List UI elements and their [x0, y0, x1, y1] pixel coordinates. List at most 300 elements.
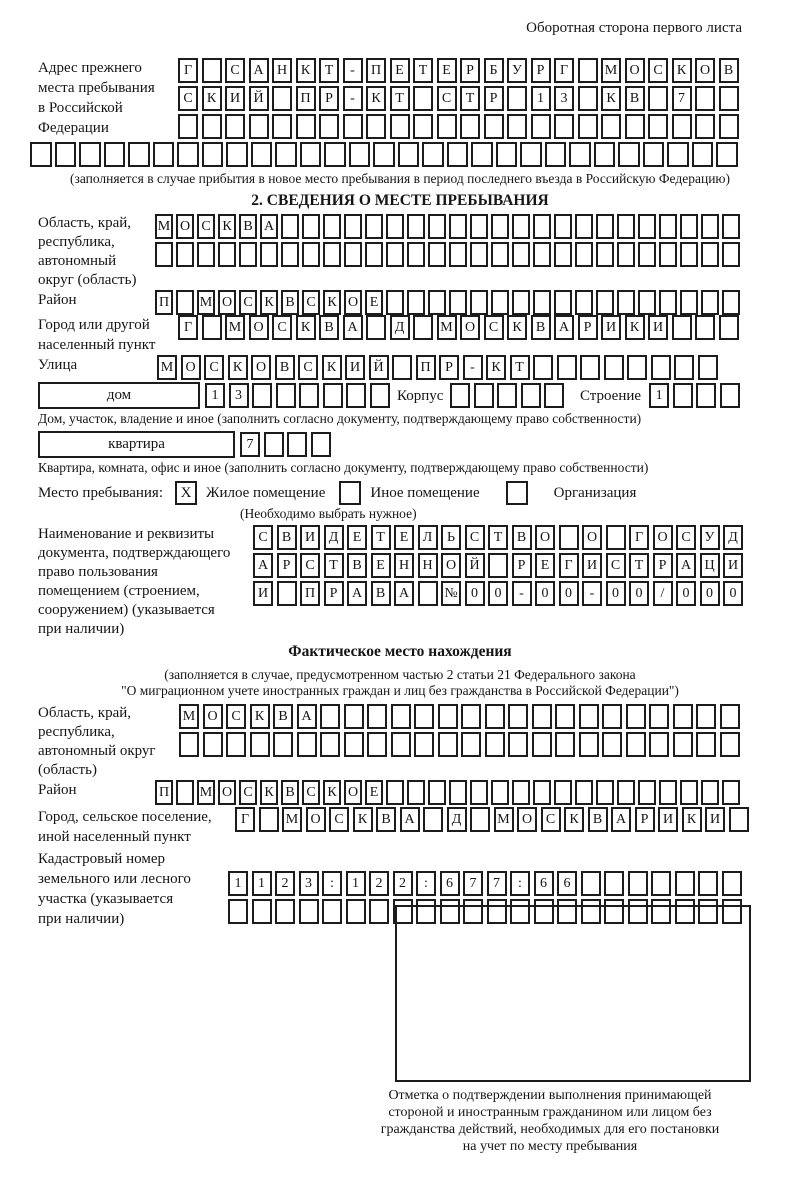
char-cell	[604, 871, 624, 896]
char-cell	[628, 871, 648, 896]
char-cell: Д	[324, 525, 344, 550]
char-cell: А	[343, 315, 363, 340]
char-cell	[578, 58, 598, 83]
char-cell	[701, 290, 719, 315]
char-cell	[638, 242, 656, 267]
char-cell: Р	[531, 58, 551, 83]
char-cell: С	[239, 780, 257, 805]
char-cell: Г	[178, 58, 198, 83]
char-cell	[79, 142, 101, 167]
char-cell	[391, 704, 411, 729]
char-cell: С	[484, 315, 504, 340]
char-cell: Й	[465, 553, 485, 578]
char-cell: К	[296, 315, 316, 340]
char-cell	[344, 214, 362, 239]
char-cell	[460, 114, 480, 139]
label-line: Город, сельское поселение,	[38, 809, 212, 825]
char-cell: С	[178, 86, 198, 111]
char-cell	[638, 780, 656, 805]
char-cell: К	[486, 355, 506, 380]
char-cell: 0	[488, 581, 508, 606]
char-cell	[391, 732, 411, 757]
char-cell: У	[507, 58, 527, 83]
char-cell: Д	[447, 807, 467, 832]
label-line: Область, край,	[38, 215, 132, 231]
char-cell	[507, 114, 527, 139]
char-cell	[594, 142, 616, 167]
char-cell	[30, 142, 52, 167]
label-line: на учет по месту пребывания	[462, 1139, 638, 1154]
char-cell	[302, 242, 320, 267]
char-cell	[507, 86, 527, 111]
char-cell	[626, 704, 646, 729]
prev-address-note: (заполняется в случае прибытия в новое место пребывания в период последнего въезда в Российскую Федерацию)	[69, 171, 731, 186]
label-line: Федерации	[38, 120, 109, 136]
char-cell: Е	[365, 290, 383, 315]
label-line: гражданства действий, необходимых для его постановки	[380, 1122, 720, 1137]
char-cell	[659, 214, 677, 239]
char-cell	[643, 142, 665, 167]
char-cell	[176, 242, 194, 267]
char-cell: И	[723, 553, 743, 578]
char-cell: Е	[347, 525, 367, 550]
char-cell: И	[582, 553, 602, 578]
char-cell	[488, 553, 508, 578]
char-cell: А	[253, 553, 273, 578]
char-cell	[449, 214, 467, 239]
district-field	[0, 290, 800, 315]
char-cell: С	[253, 525, 273, 550]
char-cell	[386, 242, 404, 267]
char-cell	[578, 86, 598, 111]
char-cell: -	[343, 86, 363, 111]
char-cell	[365, 242, 383, 267]
char-cell: Р	[635, 807, 655, 832]
char-cell	[323, 214, 341, 239]
house-box: дом	[38, 382, 200, 409]
char-cell	[533, 355, 553, 380]
char-cell	[680, 214, 698, 239]
char-cell: С	[329, 807, 349, 832]
char-cell	[554, 114, 574, 139]
char-row	[157, 355, 721, 380]
char-cell: В	[277, 525, 297, 550]
char-cell	[218, 242, 236, 267]
korpus-label: Корпус	[397, 387, 444, 404]
char-cell: 0	[629, 581, 649, 606]
char-cell	[651, 355, 671, 380]
char-cell: В	[239, 214, 257, 239]
char-cell	[579, 732, 599, 757]
actual-location-title: Фактическое место нахождения	[288, 643, 512, 660]
char-cell: Т	[413, 58, 433, 83]
char-row	[178, 315, 742, 340]
char-cell	[555, 732, 575, 757]
char-cell: Е	[394, 525, 414, 550]
char-cell	[533, 780, 551, 805]
label-line: помещением (строением,	[38, 583, 200, 599]
char-cell	[386, 780, 404, 805]
char-cell: -	[512, 581, 532, 606]
char-cell	[277, 581, 297, 606]
char-cell: Н	[272, 58, 292, 83]
char-cell	[575, 214, 593, 239]
char-cell: /	[653, 581, 673, 606]
char-cell	[559, 525, 579, 550]
char-cell: П	[155, 780, 173, 805]
char-cell	[575, 290, 593, 315]
city2-field	[0, 807, 800, 847]
char-cell: Й	[369, 355, 389, 380]
apartment-box: квартира	[38, 431, 235, 458]
char-cell: К	[366, 86, 386, 111]
document-label	[38, 525, 253, 639]
char-cell: :	[322, 871, 342, 896]
char-cell	[367, 732, 387, 757]
char-cell	[471, 142, 493, 167]
char-cell	[428, 780, 446, 805]
char-cell: В	[512, 525, 532, 550]
char-cell: Р	[512, 553, 532, 578]
char-cell	[287, 432, 307, 457]
char-cell	[428, 242, 446, 267]
char-cell	[311, 432, 331, 457]
char-cell: П	[296, 86, 316, 111]
char-cell	[696, 383, 716, 408]
char-cell: 1	[205, 383, 225, 408]
char-cell: 1	[346, 871, 366, 896]
char-cell: 7	[240, 432, 260, 457]
char-cell: Р	[324, 581, 344, 606]
char-cell	[722, 290, 740, 315]
char-row	[155, 290, 743, 315]
char-cell: Т	[324, 553, 344, 578]
char-cell: -	[463, 355, 483, 380]
char-cell: 6	[557, 871, 577, 896]
char-cell	[407, 242, 425, 267]
char-row	[178, 114, 742, 139]
char-cell: Р	[578, 315, 598, 340]
region-label	[38, 214, 155, 290]
char-cell	[365, 214, 383, 239]
char-cell	[323, 383, 343, 408]
char-cell	[719, 114, 739, 139]
char-cell	[695, 86, 715, 111]
char-cell	[470, 214, 488, 239]
char-cell	[428, 214, 446, 239]
char-cell	[319, 114, 339, 139]
char-cell	[554, 290, 572, 315]
char-cell: Е	[390, 58, 410, 83]
char-cell	[618, 142, 640, 167]
label-line: республика,	[38, 234, 115, 250]
char-cell	[178, 114, 198, 139]
document-field	[0, 525, 800, 639]
label-line: Область, край,	[38, 705, 132, 721]
char-cell	[450, 383, 470, 408]
char-cell: К	[296, 58, 316, 83]
char-cell	[581, 871, 601, 896]
char-cell	[202, 142, 224, 167]
char-row	[179, 704, 743, 729]
char-cell	[202, 315, 222, 340]
char-cell	[720, 732, 740, 757]
char-cell	[449, 290, 467, 315]
char-cell	[672, 315, 692, 340]
char-cell: :	[416, 871, 436, 896]
char-cell: О	[181, 355, 201, 380]
char-cell: 7	[487, 871, 507, 896]
char-cell: М	[197, 780, 215, 805]
char-cell	[575, 780, 593, 805]
char-cell	[252, 383, 272, 408]
char-cell: И	[345, 355, 365, 380]
char-cell: С	[225, 58, 245, 83]
char-cell	[680, 242, 698, 267]
label-line: населенный пункт	[38, 337, 156, 353]
char-cell: С	[465, 525, 485, 550]
char-cell	[259, 807, 279, 832]
char-cell	[719, 86, 739, 111]
char-cell	[701, 780, 719, 805]
char-cell	[696, 732, 716, 757]
label-line: места пребывания	[38, 80, 155, 96]
label-line: стороной и иностранным гражданином или лицом без	[388, 1105, 712, 1120]
char-cell: 0	[700, 581, 720, 606]
char-cell	[418, 581, 438, 606]
char-cell: В	[588, 807, 608, 832]
char-cell: С	[197, 214, 215, 239]
region2-label	[38, 704, 179, 780]
label-line: Кадастровый номер	[38, 851, 165, 867]
char-cell	[179, 732, 199, 757]
char-cell	[533, 214, 551, 239]
char-cell: Т	[510, 355, 530, 380]
char-cell	[722, 871, 742, 896]
char-cell: 6	[534, 871, 554, 896]
char-cell	[531, 114, 551, 139]
region2-rows	[179, 704, 743, 757]
char-cell	[413, 315, 433, 340]
char-cell	[596, 290, 614, 315]
char-cell	[197, 242, 215, 267]
char-cell	[512, 290, 530, 315]
char-cell	[617, 290, 635, 315]
char-cell	[512, 214, 530, 239]
label-line: в Российской	[38, 100, 123, 116]
char-cell: В	[376, 807, 396, 832]
char-cell: П	[366, 58, 386, 83]
char-cell	[202, 58, 222, 83]
char-cell	[491, 214, 509, 239]
char-cell	[722, 214, 740, 239]
char-row	[205, 383, 393, 408]
char-cell	[722, 242, 740, 267]
document-rows	[253, 525, 747, 606]
char-cell: М	[179, 704, 199, 729]
char-cell: Р	[319, 86, 339, 111]
char-cell	[281, 242, 299, 267]
char-cell: Е	[365, 780, 383, 805]
char-cell	[512, 780, 530, 805]
char-cell	[461, 732, 481, 757]
stay-type-label: Место пребывания:	[38, 484, 163, 501]
confirmation-note	[330, 1087, 770, 1155]
char-cell	[449, 780, 467, 805]
char-cell	[104, 142, 126, 167]
cadastral-label	[38, 849, 228, 929]
char-cell: В	[319, 315, 339, 340]
char-cell: О	[695, 58, 715, 83]
char-cell: 3	[554, 86, 574, 111]
char-row	[450, 383, 568, 408]
prev-address-field	[0, 58, 800, 139]
char-cell	[252, 899, 272, 924]
char-cell	[617, 780, 635, 805]
char-cell: Й	[249, 86, 269, 111]
char-cell: А	[260, 214, 278, 239]
char-cell	[413, 114, 433, 139]
street-field	[0, 355, 800, 380]
char-cell	[239, 242, 257, 267]
char-cell	[680, 780, 698, 805]
char-cell	[470, 290, 488, 315]
char-cell	[398, 142, 420, 167]
checkbox-organizaciya	[506, 481, 528, 505]
char-cell	[659, 290, 677, 315]
stay-type-field	[0, 481, 800, 505]
char-cell	[366, 114, 386, 139]
char-cell: К	[228, 355, 248, 380]
char-cell	[249, 114, 269, 139]
char-cell: 0	[723, 581, 743, 606]
house-note: Дом, участок, владение и иное (заполнить согласно документу, подтверждающему право собственности)	[38, 411, 642, 426]
label-line: документа, подтверждающего	[38, 545, 231, 561]
checkbox-inoe	[339, 481, 361, 505]
char-cell: 2	[369, 871, 389, 896]
char-cell	[651, 871, 671, 896]
char-cell: С	[648, 58, 668, 83]
actual-location-note-2: "О миграционном учете иностранных граждан и лиц без гражданства в Российской Федерации")	[121, 683, 679, 698]
char-cell	[176, 780, 194, 805]
label-line: Отметка о подтверждении выполнения принимающей	[388, 1088, 712, 1103]
char-cell: С	[300, 553, 320, 578]
char-cell	[672, 114, 692, 139]
char-cell: М	[282, 807, 302, 832]
char-cell: К	[323, 780, 341, 805]
char-cell	[177, 142, 199, 167]
label-line: республика,	[38, 724, 115, 740]
char-cell: К	[601, 86, 621, 111]
char-cell	[228, 899, 248, 924]
char-cell	[673, 732, 693, 757]
char-cell	[606, 525, 626, 550]
char-cell	[392, 355, 412, 380]
char-cell: И	[658, 807, 678, 832]
label-line: право пользования	[38, 564, 158, 580]
char-cell: В	[275, 355, 295, 380]
label-line: при наличии)	[38, 621, 125, 637]
char-cell: 0	[465, 581, 485, 606]
char-row	[155, 242, 743, 267]
char-row	[178, 58, 742, 83]
prev-address-rows	[178, 58, 742, 139]
char-cell	[299, 899, 319, 924]
city2-label	[38, 807, 235, 847]
char-row	[178, 86, 742, 111]
char-cell	[520, 142, 542, 167]
region-field	[0, 214, 800, 290]
char-cell: М	[157, 355, 177, 380]
char-cell	[575, 242, 593, 267]
char-cell	[297, 732, 317, 757]
char-cell	[422, 142, 444, 167]
char-cell	[545, 142, 567, 167]
char-cell	[344, 704, 364, 729]
char-cell	[470, 242, 488, 267]
char-cell	[226, 142, 248, 167]
char-cell: П	[416, 355, 436, 380]
char-cell	[344, 732, 364, 757]
char-cell	[701, 242, 719, 267]
char-cell: Т	[460, 86, 480, 111]
char-cell: О	[218, 290, 236, 315]
char-cell	[554, 214, 572, 239]
char-cell	[580, 355, 600, 380]
city-field	[0, 315, 800, 355]
char-cell	[692, 142, 714, 167]
char-cell: М	[225, 315, 245, 340]
char-cell: 0	[606, 581, 626, 606]
char-cell	[470, 780, 488, 805]
char-cell: И	[225, 86, 245, 111]
char-cell	[386, 290, 404, 315]
char-cell: О	[249, 315, 269, 340]
char-cell	[299, 383, 319, 408]
char-cell	[470, 807, 490, 832]
char-cell	[203, 732, 223, 757]
char-cell: Г	[554, 58, 574, 83]
char-cell: К	[672, 58, 692, 83]
char-row	[253, 581, 747, 606]
char-cell	[491, 290, 509, 315]
char-cell: В	[371, 581, 391, 606]
apartment-note: Квартира, комната, офис и иное (заполнить согласно документу, подтверждающему право собственности)	[38, 460, 649, 475]
char-row	[253, 553, 747, 578]
char-cell: Е	[535, 553, 555, 578]
label-line: (область)	[38, 762, 97, 778]
char-cell	[627, 355, 647, 380]
char-cell: Р	[484, 86, 504, 111]
char-cell: С	[676, 525, 696, 550]
char-cell: 7	[463, 871, 483, 896]
char-cell	[155, 242, 173, 267]
stroenie-label: Строение	[579, 387, 642, 404]
char-cell	[260, 242, 278, 267]
char-cell	[719, 315, 739, 340]
char-cell	[407, 290, 425, 315]
char-cell	[521, 383, 541, 408]
char-cell: 0	[676, 581, 696, 606]
char-cell: М	[437, 315, 457, 340]
char-cell: Ь	[441, 525, 461, 550]
char-cell: Т	[371, 525, 391, 550]
char-cell: Г	[559, 553, 579, 578]
char-cell: С	[272, 315, 292, 340]
char-cell	[496, 142, 518, 167]
char-cell	[485, 704, 505, 729]
option-organizaciya-label: Организация	[553, 484, 637, 501]
